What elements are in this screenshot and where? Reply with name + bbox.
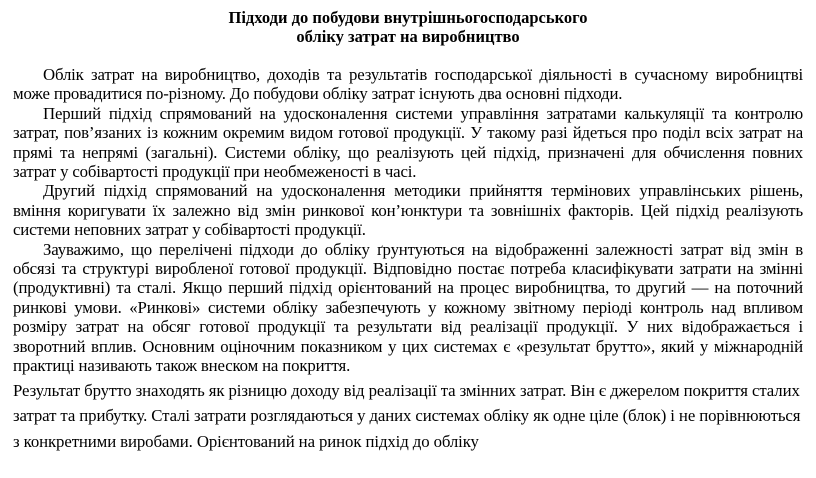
paragraph-remark: Зауважимо, що перелічені підходи до обліку ґрунтуються на відображенні залежності затрат від змін в обсязі та структурі виробленої готової продукції. Відповідно постає потреба класифікувати затрати на змінні (продуктивні) та сталі. Якщо перший підхід орієнтований на процес виробництва, то другий — на поточний ринкові умови. «Ринкові» системи обліку забезпечують у кожному звітному періоді контроль над впливом розміру затрат на обсяг готової продукції та результати від реалізації продукції. У них відображається і зворотний вплив. Основним оціночним показником у цих системах є «результат брутто», який у міжнародній практиці називають також внеском на покриття.	[13, 239, 803, 376]
paragraph-gross-result: Результат брутто знаходять як різницю доходу від реалізації та змінних затрат. Він є джерелом покриття сталих затрат та прибутку. Сталі затрати розглядаються у даних системах обліку як одне ціле (блок) і не порівнюються з конкретними виробами. Орієнтований на ринок підхід до обліку	[13, 380, 801, 451]
title-line-1: Підходи до побудови внутрішньогосподарського	[228, 8, 588, 27]
paragraph-first-approach: Перший підхід спрямований на удосконалення системи управління затратами калькуляції та контролю затрат, пов’язаних із кожним окремим видом готової продукції. У такому разі йдеться про поділ всіх затрат на прямі та непрямі (загальні). Системи обліку, що реалізують цей підхід, призначені для обчислення повних затрат у собівартості продукції при необмеженості в часі.	[13, 103, 803, 182]
paragraph-intro: Облік затрат на виробництво, доходів та результатів господарської діяльності в сучасному виробництві може провадитися по-різному. До побудови обліку затрат існують два основні підходи.	[13, 65, 803, 104]
title-line-2: обліку затрат на виробництво	[296, 27, 520, 46]
paragraph-second-approach: Другий підхід спрямований на удосконалення методики прийняття термінових управлінських рішень, вміння коригувати їх залежно від змін ринкової кон’юнктури та зовнішніх факторів. Цей підхід реалізують системи неповних затрат у собівартості продукції.	[13, 181, 803, 240]
title-spacer	[13, 46, 803, 65]
